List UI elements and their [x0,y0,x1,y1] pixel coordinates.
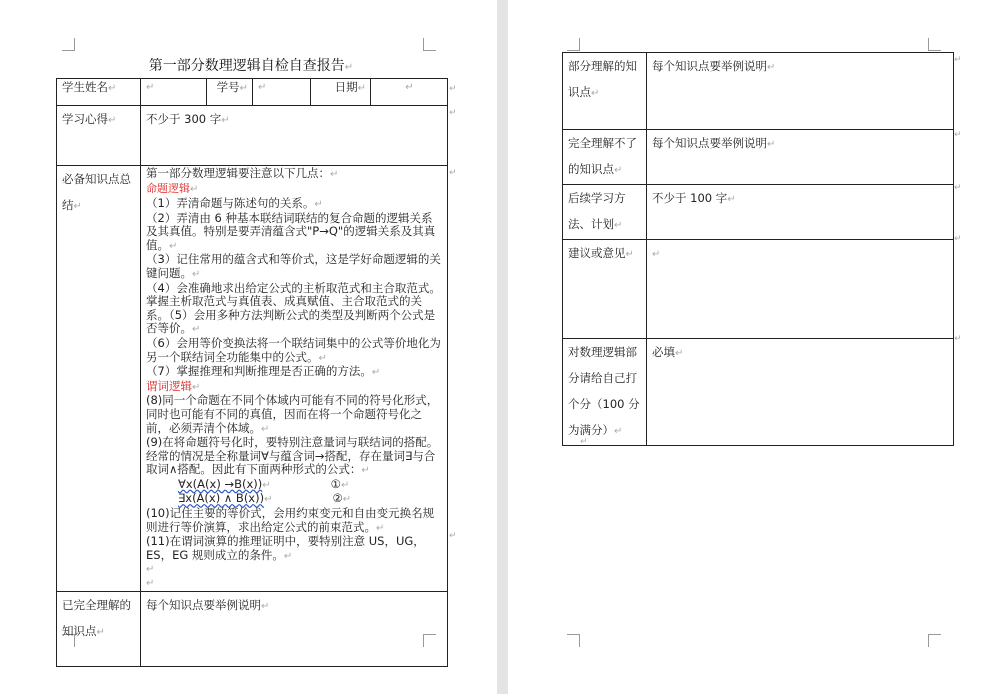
student-name-cell[interactable]: ↵ [141,79,207,106]
knowledge-line: （6）会用等价变换法将一个联结词集中的公式等价地化为另一个联结词全功能集中的公式。↵ [146,335,441,364]
date-label: 日期↵ [311,79,371,106]
row-end-mark: ↵ [954,234,962,244]
knowledge-summary-label: 必备知识点总结↵ [57,166,141,592]
followup-plan-row [563,185,954,240]
formula-1: ∀x(A(x) →B(x))↵ ①↵ [178,476,350,491]
report-table-continued [562,52,954,446]
not-understood-cell[interactable]: 每个知识点要举例说明↵ [647,130,954,185]
section-propositional-logic: 命题逻辑↵ [146,182,199,195]
suggestion-cell[interactable]: ↵ [647,240,954,339]
followup-plan-cell[interactable]: 不少于 100 字↵ [647,185,954,240]
self-score-label: 对数理逻辑部分请给自己打个分（100 分为满分）↵ [563,339,647,446]
not-understood-label: 完全理解不了的知识点↵ [563,130,647,185]
knowledge-line: (8)同一个命题在不同个体域内可能有不同的符号化形式，同时也可能有不同的真值，因而在将一个命题符号化之前，必须弄清个体域。↵ [146,393,439,435]
self-score-cell[interactable]: 必填↵ [647,339,954,446]
row-end-mark: ↵ [954,334,962,344]
knowledge-line: （1）弄清命题与陈述句的关系。↵ [146,196,323,210]
empty-paragraph: ↵ [146,578,155,590]
date-cell[interactable]: ↵ [371,79,448,106]
study-notes-row [57,106,448,166]
crop-mark-icon [567,38,580,51]
knowledge-summary-row [57,166,448,592]
fully-understood-cell[interactable]: 每个知识点要举例说明↵ [141,591,448,666]
knowledge-line: （3）记住常用的蕴含式和等价式，这是学好命题逻辑的关键问题。↵ [146,252,441,280]
partial-understood-label: 部分理解的知识点↵ [563,53,647,130]
crop-mark-icon [928,38,941,51]
not-understood-row [563,130,954,185]
row-end-mark: ↵ [954,183,962,193]
knowledge-line: （7）掌握推理和判断推理是否正确的方法。↵ [146,364,381,379]
row-end-mark: ↵ [449,84,457,94]
document-title[interactable]: 第一部分数理逻辑自检自查报告↵ [148,58,354,74]
header-row [57,79,448,106]
student-id-cell[interactable]: ↵ [253,79,311,106]
row-end-mark: ↵ [954,55,962,65]
suggestion-label: 建议或意见↵ [563,240,647,339]
knowledge-line: （2）弄清由 6 种基本联结词联结的复合命题的逻辑关系及其真值。特别是要弄清蕴含式"P→Q"的逻辑关系及其真值。↵ [146,210,436,252]
study-notes-label: 学习心得↵ [57,106,141,166]
formula-2: ∃x(A(x) ∧ B(x))↵ ②↵ [178,491,352,506]
section-predicate-logic: 谓词逻辑↵ [146,378,201,393]
knowledge-summary-cell[interactable] [141,166,448,592]
row-end-mark: ↵ [449,108,457,118]
knowledge-line: (9)在将命题符号化时，要特别注意量词与联结词的搭配。经常的情况是全称量词∀与蕴含词→搭配，存在量词∃与合取词∧搭配。因此有下面两种形式的公式：↵ [146,435,439,477]
crop-mark-icon [928,634,941,647]
row-end-mark: ↵ [954,130,962,140]
student-id-label: 学号↵ [207,79,253,106]
partial-understood-row [563,53,954,130]
empty-paragraph: ↵ [146,564,155,576]
self-score-row [563,339,954,446]
crop-mark-icon [62,38,75,51]
suggestion-row [563,240,954,339]
fully-understood-row [57,591,448,666]
knowledge-line: (10)记住主要的等价式，会用约束变元和自由变元换名规则进行等价演算，求出给定公式的前束范式。↵ [146,506,435,534]
knowledge-line: （4）会准确地求出给定公式的主析取范式和主合取范式。掌握主析取范式与真值表、成真赋值、主合取范式的关系。（5）会用多种方法判断公式的类型及判断两个公式是否等价。↵ [146,280,441,336]
followup-plan-label: 后续学习方法、计划↵ [563,185,647,240]
crop-mark-icon [567,634,580,647]
knowledge-line: (11)在谓词演算的推理证明中，要特别注意 US，UG，ES，EG 规则成立的条件。↵ [146,534,425,562]
crop-mark-icon [423,38,436,51]
row-end-mark: ↵ [449,168,457,178]
knowledge-intro: 第一部分数理逻辑要注意以下几点：↵ [146,166,339,180]
partial-understood-cell[interactable]: 每个知识点要举例说明↵ [647,53,954,130]
fully-understood-label: 已完全理解的知识点↵ [57,591,141,666]
document-page-1 [0,0,497,694]
study-notes-cell[interactable]: 不少于 300 字↵ [141,106,448,166]
report-table [56,78,448,667]
end-paragraph-mark: ↵ [580,437,588,447]
student-name-label: 学生姓名↵ [57,79,141,106]
row-end-mark: ↵ [449,531,457,541]
